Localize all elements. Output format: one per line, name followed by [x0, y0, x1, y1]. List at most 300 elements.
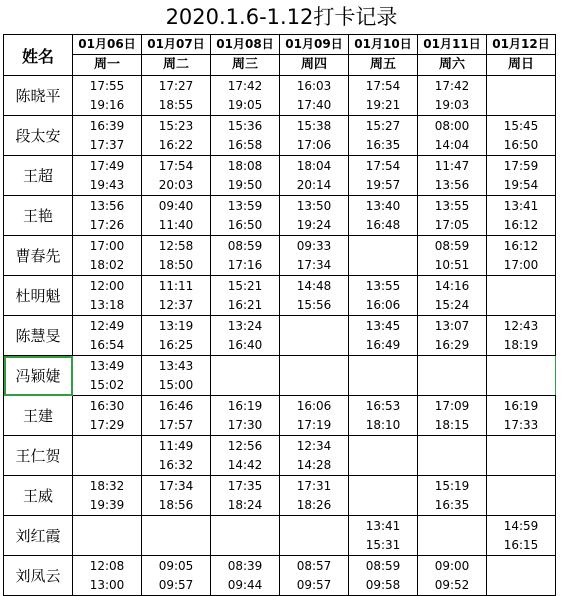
clock-in-time: 17:35: [227, 478, 263, 493]
clock-in-time: [487, 77, 555, 96]
punch-time-cell[interactable]: [211, 276, 280, 316]
punch-time-cell[interactable]: [142, 356, 211, 396]
punch-time-cell[interactable]: [418, 516, 487, 556]
punch-time-cell[interactable]: [280, 316, 349, 356]
punch-time-cell[interactable]: [73, 76, 142, 116]
clock-out-time: 19:54: [503, 177, 539, 192]
clock-out-time: 16:06: [365, 297, 401, 312]
clock-out-time: [487, 96, 555, 115]
table-row: [4, 476, 556, 516]
clock-out-time: 18:26: [296, 497, 332, 512]
employee-name-cell[interactable]: 刘凤云: [4, 556, 73, 596]
clock-out-time: 17:29: [89, 417, 125, 432]
clock-in-time: 12:00: [89, 278, 125, 293]
punch-time-cell[interactable]: [280, 76, 349, 116]
clock-out-time: [211, 536, 279, 555]
clock-in-time: 09:33: [296, 238, 332, 253]
punch-time-cell[interactable]: [487, 156, 556, 196]
clock-in-time: 16:39: [89, 118, 125, 133]
clock-in-time: [418, 517, 486, 536]
punch-time-cell[interactable]: [280, 276, 349, 316]
punch-time-cell[interactable]: [280, 516, 349, 556]
clock-out-time: 11:40: [158, 217, 194, 232]
punch-time-cell[interactable]: [487, 116, 556, 156]
date-label: 01月08日: [216, 37, 274, 51]
punch-time-cell[interactable]: [142, 276, 211, 316]
clock-out-time: 16:48: [365, 217, 401, 232]
clock-out-time: 19:43: [89, 177, 125, 192]
punch-time-cell[interactable]: [211, 76, 280, 116]
clock-in-time: 08:57: [296, 558, 332, 573]
clock-in-time: [487, 437, 555, 456]
day-column-header[interactable]: [211, 35, 280, 76]
clock-in-time: 13:41: [503, 198, 539, 213]
clock-in-time: 08:59: [434, 238, 470, 253]
clock-in-time: 17:31: [296, 478, 332, 493]
clock-out-time: [349, 376, 417, 395]
punch-time-cell[interactable]: [142, 556, 211, 596]
clock-out-time: 19:05: [227, 97, 263, 112]
punch-time-cell[interactable]: [211, 116, 280, 156]
clock-in-time: [349, 357, 417, 376]
employee-name-cell[interactable]: 冯颖婕: [4, 356, 73, 396]
clock-in-time: 13:40: [365, 198, 401, 213]
clock-in-time: [280, 517, 348, 536]
employee-name-cell[interactable]: 杜明魁: [4, 276, 73, 316]
day-column-header[interactable]: [142, 35, 211, 76]
clock-out-time: 15:31: [365, 537, 401, 552]
clock-out-time: 17:00: [503, 257, 539, 272]
clock-out-time: 15:24: [434, 297, 470, 312]
punch-time-cell[interactable]: [211, 476, 280, 516]
clock-out-time: [349, 256, 417, 275]
punch-time-cell[interactable]: [487, 556, 556, 596]
clock-out-time: [73, 536, 141, 555]
clock-out-time: 16:35: [365, 137, 401, 152]
weekday-label: 周一: [73, 54, 141, 75]
punch-time-cell[interactable]: [349, 276, 418, 316]
clock-out-time: 19:03: [434, 97, 470, 112]
clock-out-time: 14:28: [296, 457, 332, 472]
table-row: [4, 76, 556, 116]
clock-out-time: 18:10: [365, 417, 401, 432]
clock-in-time: 18:08: [227, 158, 263, 173]
punch-time-cell[interactable]: [349, 476, 418, 516]
clock-in-time: 13:07: [434, 318, 470, 333]
employee-name-cell[interactable]: 陈晓平: [4, 76, 73, 116]
clock-in-time: 09:40: [158, 198, 194, 213]
punch-time-cell[interactable]: [349, 316, 418, 356]
clock-out-time: [280, 536, 348, 555]
punch-time-cell[interactable]: [142, 516, 211, 556]
clock-in-time: 15:27: [365, 118, 401, 133]
punch-time-cell[interactable]: [73, 356, 142, 396]
clock-out-time: 16:54: [89, 337, 125, 352]
punch-time-cell[interactable]: [211, 236, 280, 276]
punch-time-cell[interactable]: [487, 196, 556, 236]
day-column-header[interactable]: [73, 35, 142, 76]
employee-name-cell[interactable]: 陈慧旻: [4, 316, 73, 356]
clock-out-time: [349, 456, 417, 475]
employee-name-cell[interactable]: 王超: [4, 156, 73, 196]
punch-time-cell[interactable]: [418, 356, 487, 396]
clock-out-time: 18:55: [158, 97, 194, 112]
weekday-label: 周六: [418, 54, 486, 75]
clock-out-time: 16:12: [503, 217, 539, 232]
clock-in-time: [280, 357, 348, 376]
clock-out-time: 18:19: [503, 337, 539, 352]
clock-in-time: 16:30: [89, 398, 125, 413]
day-column-header[interactable]: [280, 35, 349, 76]
punch-time-cell[interactable]: [349, 236, 418, 276]
table-row: [4, 436, 556, 476]
employee-name-cell[interactable]: 王威: [4, 476, 73, 516]
punch-time-cell[interactable]: [142, 476, 211, 516]
clock-out-time: 19:57: [365, 177, 401, 192]
punch-time-cell[interactable]: [73, 276, 142, 316]
clock-out-time: 16:15: [503, 537, 539, 552]
clock-in-time: 13:56: [89, 198, 125, 213]
punch-time-cell[interactable]: [418, 196, 487, 236]
employee-name-cell[interactable]: 王艳: [4, 196, 73, 236]
clock-in-time: 12:08: [89, 558, 125, 573]
punch-time-cell[interactable]: [349, 436, 418, 476]
clock-out-time: [487, 456, 555, 475]
employee-name-cell[interactable]: 王仁贺: [4, 436, 73, 476]
employee-name-cell[interactable]: 段太安: [4, 116, 73, 156]
clock-in-time: 08:59: [227, 238, 263, 253]
clock-out-time: 18:56: [158, 497, 194, 512]
clock-in-time: 13:19: [158, 318, 194, 333]
clock-out-time: 13:18: [89, 297, 125, 312]
clock-in-time: 17:34: [158, 478, 194, 493]
clock-out-time: 09:57: [158, 577, 194, 592]
clock-in-time: 17:59: [503, 158, 539, 173]
table-row: [4, 356, 556, 396]
date-label: 01月07日: [147, 37, 205, 51]
clock-out-time: 16:50: [503, 137, 539, 152]
clock-out-time: 17:16: [227, 257, 263, 272]
clock-in-time: 17:54: [158, 158, 194, 173]
clock-out-time: 16:21: [227, 297, 263, 312]
employee-name-cell[interactable]: 刘红霞: [4, 516, 73, 556]
date-label: 01月12日: [492, 37, 550, 51]
clock-out-time: [418, 536, 486, 555]
table-row: [4, 316, 556, 356]
clock-in-time: 13:50: [296, 198, 332, 213]
clock-out-time: 13:56: [434, 177, 470, 192]
clock-out-time: 17:30: [227, 417, 263, 432]
punch-time-cell[interactable]: [73, 396, 142, 436]
clock-out-time: 16:49: [365, 337, 401, 352]
weekday-label: 周五: [349, 54, 417, 75]
clock-out-time: 14:42: [227, 457, 263, 472]
clock-out-time: 19:39: [89, 497, 125, 512]
clock-in-time: 12:58: [158, 238, 194, 253]
date-label: 01月09日: [285, 37, 343, 51]
punch-time-cell[interactable]: [487, 356, 556, 396]
clock-out-time: 18:15: [434, 417, 470, 432]
clock-in-time: [73, 437, 141, 456]
clock-out-time: 20:14: [296, 177, 332, 192]
clock-in-time: 15:36: [227, 118, 263, 133]
punch-time-cell[interactable]: [487, 516, 556, 556]
punch-time-cell[interactable]: [280, 116, 349, 156]
punch-time-cell[interactable]: [280, 236, 349, 276]
punch-time-cell[interactable]: [349, 116, 418, 156]
clock-out-time: 16:25: [158, 337, 194, 352]
clock-out-time: 15:56: [296, 297, 332, 312]
punch-time-cell[interactable]: [280, 556, 349, 596]
punch-time-cell[interactable]: [73, 516, 142, 556]
clock-out-time: 17:26: [89, 217, 125, 232]
clock-out-time: 17:33: [503, 417, 539, 432]
clock-out-time: 19:16: [89, 97, 125, 112]
employee-name-cell[interactable]: 王建: [4, 396, 73, 436]
day-column-header[interactable]: [349, 35, 418, 76]
punch-time-cell[interactable]: [349, 76, 418, 116]
clock-in-time: 15:21: [227, 278, 263, 293]
punch-time-cell[interactable]: [211, 156, 280, 196]
weekday-label: 周日: [487, 54, 555, 75]
clock-in-time: [487, 477, 555, 496]
punch-time-cell[interactable]: [487, 236, 556, 276]
punch-time-cell[interactable]: [211, 436, 280, 476]
clock-in-time: 17:42: [434, 78, 470, 93]
punch-time-cell[interactable]: [349, 196, 418, 236]
clock-out-time: 18:02: [89, 257, 125, 272]
clock-in-time: 13:55: [365, 278, 401, 293]
clock-out-time: [418, 456, 486, 475]
punch-time-cell[interactable]: [142, 436, 211, 476]
clock-in-time: 09:00: [434, 558, 470, 573]
attendance-table: [3, 34, 556, 596]
punch-time-cell[interactable]: [349, 396, 418, 436]
clock-in-time: 12:49: [89, 318, 125, 333]
clock-out-time: [280, 376, 348, 395]
clock-out-time: 12:37: [158, 297, 194, 312]
clock-in-time: 13:24: [227, 318, 263, 333]
table-row: [4, 276, 556, 316]
punch-time-cell[interactable]: [418, 156, 487, 196]
clock-out-time: [73, 456, 141, 475]
clock-out-time: [142, 536, 210, 555]
punch-time-cell[interactable]: [73, 556, 142, 596]
clock-out-time: [418, 376, 486, 395]
clock-in-time: 16:19: [227, 398, 263, 413]
clock-in-time: 16:19: [503, 398, 539, 413]
clock-out-time: 15:00: [158, 377, 194, 392]
sheet-title: 2020.1.6-1.12打卡记录: [165, 5, 398, 29]
punch-time-cell[interactable]: [73, 116, 142, 156]
clock-in-time: 12:43: [503, 318, 539, 333]
table-row: [4, 196, 556, 236]
punch-time-cell[interactable]: [418, 476, 487, 516]
clock-in-time: [418, 357, 486, 376]
clock-out-time: 17:37: [89, 137, 125, 152]
clock-out-time: [487, 496, 555, 515]
clock-in-time: 17:09: [434, 398, 470, 413]
punch-time-cell[interactable]: [142, 116, 211, 156]
day-column-header[interactable]: [487, 35, 556, 76]
table-row: [4, 156, 556, 196]
punch-time-cell[interactable]: [73, 316, 142, 356]
employee-name-cell[interactable]: 曹春先: [4, 236, 73, 276]
punch-time-cell[interactable]: [211, 196, 280, 236]
clock-out-time: [280, 336, 348, 355]
punch-time-cell[interactable]: [142, 156, 211, 196]
date-label: 01月11日: [423, 37, 481, 51]
clock-in-time: 16:12: [503, 238, 539, 253]
punch-time-cell[interactable]: [280, 156, 349, 196]
punch-time-cell[interactable]: [418, 276, 487, 316]
clock-out-time: 19:21: [365, 97, 401, 112]
punch-time-cell[interactable]: [73, 476, 142, 516]
punch-time-cell[interactable]: [211, 396, 280, 436]
clock-in-time: [280, 317, 348, 336]
weekday-label: 周三: [211, 54, 279, 75]
punch-time-cell[interactable]: [349, 156, 418, 196]
table-body: [4, 76, 556, 596]
clock-in-time: [487, 357, 555, 376]
clock-out-time: 09:44: [227, 577, 263, 592]
clock-out-time: 17:19: [296, 417, 332, 432]
punch-time-cell[interactable]: [418, 436, 487, 476]
clock-out-time: [349, 496, 417, 515]
clock-out-time: [487, 576, 555, 595]
clock-in-time: 14:48: [296, 278, 332, 293]
punch-time-cell[interactable]: [487, 396, 556, 436]
clock-in-time: 12:34: [296, 438, 332, 453]
punch-time-cell[interactable]: [211, 556, 280, 596]
punch-time-cell[interactable]: [73, 436, 142, 476]
clock-out-time: 17:34: [296, 257, 332, 272]
punch-time-cell[interactable]: [211, 316, 280, 356]
clock-out-time: 09:52: [434, 577, 470, 592]
clock-in-time: 15:38: [296, 118, 332, 133]
clock-in-time: 15:45: [503, 118, 539, 133]
clock-in-time: 09:05: [158, 558, 194, 573]
header-row: [4, 35, 556, 76]
clock-in-time: 16:46: [158, 398, 194, 413]
table-row: [4, 236, 556, 276]
clock-in-time: 14:59: [503, 518, 539, 533]
punch-time-cell[interactable]: [142, 236, 211, 276]
clock-in-time: 12:56: [227, 438, 263, 453]
clock-in-time: 13:43: [158, 358, 194, 373]
punch-time-cell[interactable]: [418, 76, 487, 116]
clock-in-time: [349, 437, 417, 456]
clock-in-time: 11:11: [158, 278, 194, 293]
weekday-label: 周二: [142, 54, 210, 75]
clock-in-time: 15:19: [434, 478, 470, 493]
clock-in-time: 16:03: [296, 78, 332, 93]
clock-out-time: 16:40: [227, 337, 263, 352]
punch-time-cell[interactable]: [487, 316, 556, 356]
day-column-header[interactable]: [418, 35, 487, 76]
clock-in-time: 13:45: [365, 318, 401, 333]
clock-in-time: [211, 517, 279, 536]
clock-out-time: [487, 296, 555, 315]
clock-in-time: 17:00: [89, 238, 125, 253]
punch-time-cell[interactable]: [142, 316, 211, 356]
clock-in-time: 13:59: [227, 198, 263, 213]
punch-time-cell[interactable]: [280, 396, 349, 436]
punch-time-cell[interactable]: [418, 236, 487, 276]
clock-out-time: [487, 376, 555, 395]
punch-time-cell[interactable]: [418, 316, 487, 356]
clock-in-time: 08:00: [434, 118, 470, 133]
punch-time-cell[interactable]: [73, 236, 142, 276]
clock-in-time: 13:49: [89, 358, 125, 373]
clock-out-time: 16:32: [158, 457, 194, 472]
punch-time-cell[interactable]: [487, 276, 556, 316]
punch-time-cell[interactable]: [142, 396, 211, 436]
punch-time-cell[interactable]: [487, 76, 556, 116]
clock-out-time: 16:58: [227, 137, 263, 152]
clock-out-time: 16:22: [158, 137, 194, 152]
clock-in-time: [487, 277, 555, 296]
punch-time-cell[interactable]: [211, 516, 280, 556]
table-row: [4, 396, 556, 436]
clock-in-time: [349, 237, 417, 256]
punch-time-cell[interactable]: [280, 436, 349, 476]
punch-time-cell[interactable]: [142, 76, 211, 116]
clock-in-time: 17:55: [89, 78, 125, 93]
clock-in-time: 16:06: [296, 398, 332, 413]
punch-time-cell[interactable]: [211, 356, 280, 396]
punch-time-cell[interactable]: [73, 196, 142, 236]
clock-in-time: [487, 557, 555, 576]
punch-time-cell[interactable]: [418, 556, 487, 596]
clock-out-time: 15:02: [89, 377, 125, 392]
clock-out-time: 17:05: [434, 217, 470, 232]
clock-out-time: 17:57: [158, 417, 194, 432]
clock-in-time: 16:53: [365, 398, 401, 413]
punch-time-cell[interactable]: [280, 356, 349, 396]
clock-in-time: 18:04: [296, 158, 332, 173]
clock-out-time: 16:35: [434, 497, 470, 512]
clock-in-time: [418, 437, 486, 456]
punch-time-cell[interactable]: [280, 196, 349, 236]
punch-time-cell[interactable]: [487, 436, 556, 476]
punch-time-cell[interactable]: [349, 516, 418, 556]
punch-time-cell[interactable]: [349, 356, 418, 396]
punch-time-cell[interactable]: [349, 556, 418, 596]
clock-in-time: 17:49: [89, 158, 125, 173]
table-row: [4, 116, 556, 156]
clock-in-time: 11:47: [434, 158, 470, 173]
clock-in-time: 08:39: [227, 558, 263, 573]
punch-time-cell[interactable]: [418, 116, 487, 156]
clock-out-time: 16:29: [434, 337, 470, 352]
clock-in-time: 14:16: [434, 278, 470, 293]
clock-in-time: 18:32: [89, 478, 125, 493]
punch-time-cell[interactable]: [73, 156, 142, 196]
clock-in-time: 13:55: [434, 198, 470, 213]
clock-out-time: 18:24: [227, 497, 263, 512]
clock-out-time: 20:03: [158, 177, 194, 192]
punch-time-cell[interactable]: [280, 476, 349, 516]
punch-time-cell[interactable]: [487, 476, 556, 516]
date-label: 01月06日: [78, 37, 136, 51]
name-column-header[interactable]: 姓名: [4, 35, 73, 76]
clock-out-time: 13:00: [89, 577, 125, 592]
clock-in-time: 17:27: [158, 78, 194, 93]
punch-time-cell[interactable]: [142, 196, 211, 236]
clock-out-time: 16:50: [227, 217, 263, 232]
punch-time-cell[interactable]: [418, 396, 487, 436]
